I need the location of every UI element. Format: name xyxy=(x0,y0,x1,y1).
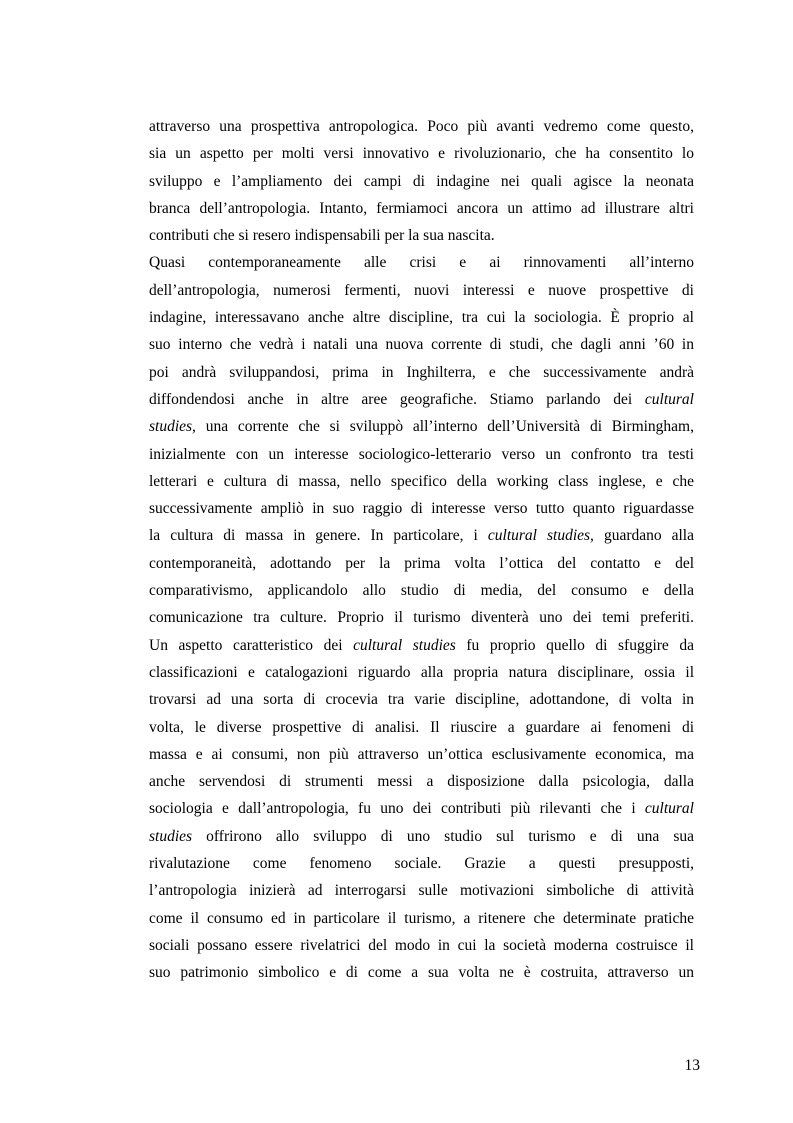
text-segment: rivalutazione come fenomeno sociale. Grazie a questi presupposti, xyxy=(149,855,694,873)
text-line xyxy=(149,304,694,331)
text-segment: sia un aspetto per molti versi innovativo e rivoluzionario, che ha consentito lo xyxy=(149,145,694,163)
text-line xyxy=(149,468,694,495)
text-segment: sviluppo e l’ampliamento dei campi di indagine nei quali agisce la neonata xyxy=(149,172,694,190)
text-segment: massa e ai consumi, non più attraverso un’ottica esclusivamente economica, ma xyxy=(149,745,694,763)
text-line xyxy=(149,222,694,249)
text-line xyxy=(149,714,694,741)
text-segment: contributi che si resero indispensabili per la sua nascita. xyxy=(149,227,495,245)
text-segment: guardano alla xyxy=(593,527,694,545)
italic-text: studies xyxy=(149,827,193,845)
text-line xyxy=(149,441,694,468)
text-segment: l’antropologia inizierà ad interrogarsi sulle motivazioni simboliche di attività xyxy=(149,882,694,900)
text-line xyxy=(149,959,694,986)
text-segment: contemporaneità, adottando per la prima volta l’ottica del contatto e del xyxy=(149,554,694,572)
text-segment: una corrente che si sviluppò all’interno dell’Università di Birmingham, xyxy=(195,418,694,436)
text-line xyxy=(149,850,694,877)
text-segment: comunicazione tra culture. Proprio il turismo diventerà uno dei temi preferiti. xyxy=(149,609,694,627)
italic-text: cultural studies xyxy=(353,636,456,654)
text-segment: diffondendosi anche in altre aree geografiche. Stiamo parlando dei xyxy=(149,390,645,408)
text-line xyxy=(149,823,694,850)
text-line xyxy=(149,495,694,522)
text-line xyxy=(149,905,694,932)
text-line xyxy=(149,168,694,195)
text-segment: anche servendosi di strumenti messi a disposizione dalla psicologia, dalla xyxy=(149,773,694,791)
text-line xyxy=(149,413,694,440)
text-line xyxy=(149,195,694,222)
text-line xyxy=(149,113,694,140)
text-segment: poi andrà sviluppandosi, prima in Inghilterra, e che successivamente andrà xyxy=(149,363,694,381)
text-line xyxy=(149,359,694,386)
text-line xyxy=(149,577,694,604)
text-line xyxy=(149,932,694,959)
text-line xyxy=(149,686,694,713)
text-segment: fu proprio quello di sfuggire da xyxy=(455,636,694,654)
text-line xyxy=(149,768,694,795)
page-number: 13 xyxy=(684,1057,700,1074)
text-line xyxy=(149,140,694,167)
text-line xyxy=(149,659,694,686)
italic-text: studies, xyxy=(149,418,196,436)
text-line xyxy=(149,604,694,631)
text-segment: classificazioni e catalogazioni riguardo alla propria natura disciplinare, ossia il xyxy=(149,663,694,681)
text-line xyxy=(149,277,694,304)
text-segment: dell’antropologia, numerosi fermenti, nuovi interessi e nuove prospettive di xyxy=(149,281,694,299)
text-segment: Quasi contemporaneamente alle crisi e ai rinnovamenti all’interno xyxy=(149,254,694,272)
text-segment: Un aspetto caratteristico dei xyxy=(149,636,354,654)
italic-text: cultural studies, xyxy=(487,527,594,545)
text-segment: volta, le diverse prospettive di analisi. Il riuscire a guardare ai fenomeni di xyxy=(149,718,694,736)
text-line xyxy=(149,386,694,413)
body-text xyxy=(149,113,694,987)
text-line xyxy=(149,249,694,276)
text-segment: suo interno che vedrà i natali una nuova corrente di studi, che dagli anni ’60 in xyxy=(149,336,694,354)
text-segment: inizialmente con un interesse sociologico-letterario verso un confronto tra testi xyxy=(149,445,694,463)
text-segment: sociologia e dall’antropologia, fu uno dei contributi più rilevanti che i xyxy=(149,800,645,818)
text-segment: la cultura di massa in genere. In particolare, i xyxy=(149,527,488,545)
text-line xyxy=(149,522,694,549)
text-line xyxy=(149,795,694,822)
text-segment: sociali possano essere rivelatrici del modo in cui la società moderna costruisce il xyxy=(149,936,694,954)
text-segment: successivamente ampliò in suo raggio di interesse verso tutto quanto riguardasse xyxy=(149,500,694,518)
text-segment: offrirono allo sviluppo di uno studio sul turismo e di una sua xyxy=(192,827,694,845)
text-segment: letterari e cultura di massa, nello specifico della working class inglese, e che xyxy=(149,472,694,490)
text-line xyxy=(149,550,694,577)
text-segment: branca dell’antropologia. Intanto, fermiamoci ancora un attimo ad illustrare altri xyxy=(149,199,694,217)
text-segment: comparativismo, applicandolo allo studio di media, del consumo e della xyxy=(149,582,694,600)
text-segment: attraverso una prospettiva antropologica. Poco più avanti vedremo come questo, xyxy=(149,118,694,135)
text-line xyxy=(149,741,694,768)
text-line xyxy=(149,331,694,358)
text-segment: come il consumo ed in particolare il turismo, a ritenere che determinate pratiche xyxy=(149,909,694,927)
text-segment: trovarsi ad una sorta di crocevia tra varie discipline, adottandone, di volta in xyxy=(149,691,694,709)
italic-text: cultural xyxy=(644,800,694,818)
text-line xyxy=(149,877,694,904)
text-segment: indagine, interessavano anche altre discipline, tra cui la sociologia. È proprio al xyxy=(149,309,694,327)
text-segment: suo patrimonio simbolico e di come a sua volta ne è costruita, attraverso un xyxy=(149,964,694,982)
italic-text: cultural xyxy=(644,390,694,408)
text-line xyxy=(149,632,694,659)
